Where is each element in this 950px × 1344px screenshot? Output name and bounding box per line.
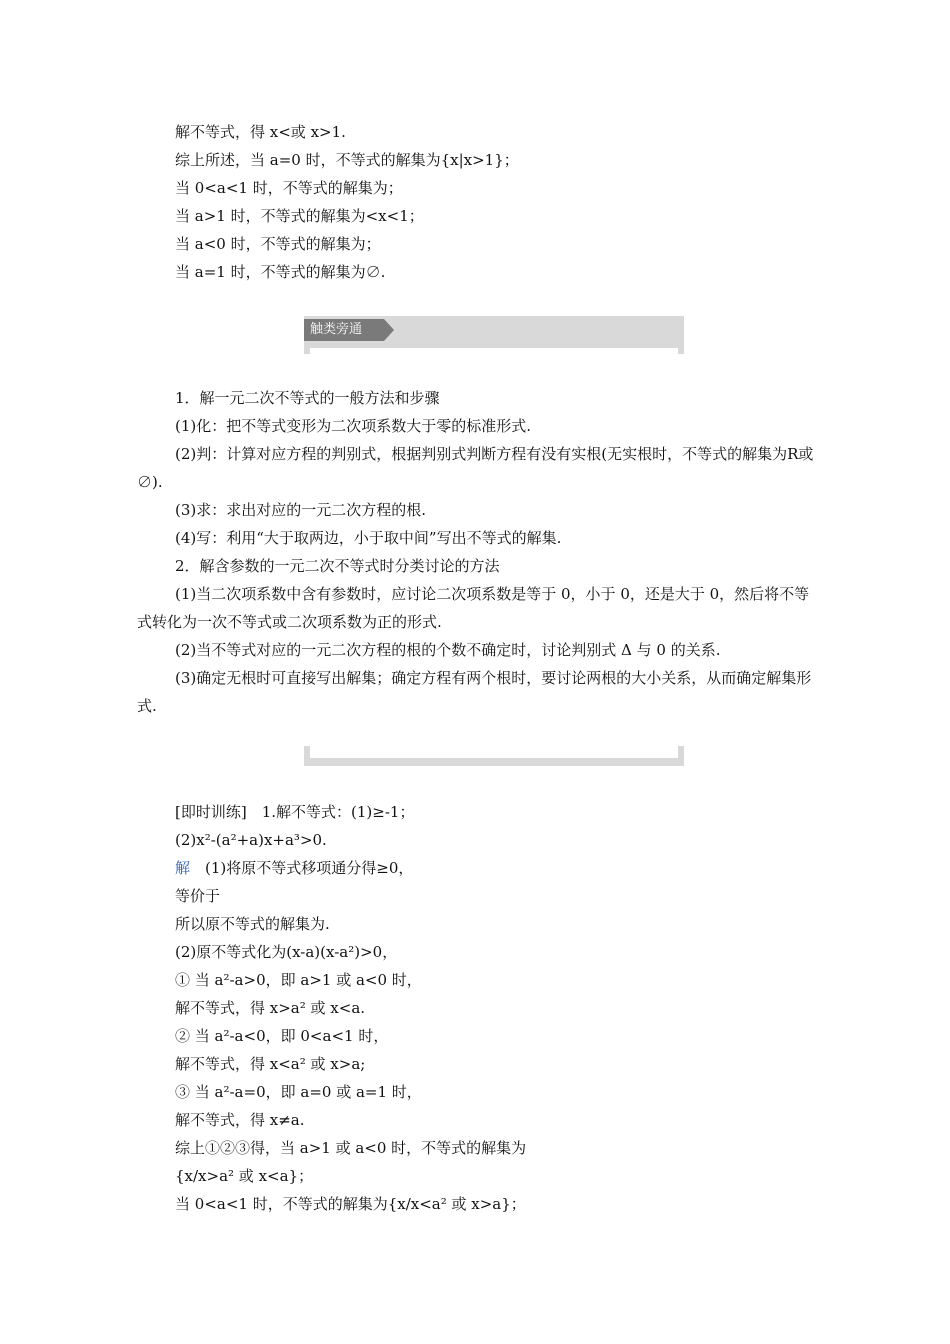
paragraph: (2)判：计算对应方程的判别式，根据判别式判断方程有没有实根(无实根时，不等式的解集为R或∅). xyxy=(137,445,814,491)
box-inner xyxy=(310,348,678,354)
heading: 1．解一元二次不等式的一般方法和步骤 xyxy=(175,389,440,407)
text-line: 当 a=1 时，不等式的解集为∅. xyxy=(175,263,386,281)
section-tag: 触类旁通 xyxy=(304,319,384,341)
paragraph: (3)确定无根时可直接写出解集；确定方程有两个根时，要讨论两根的大小关系，从而确定解集形式. xyxy=(137,669,812,715)
text-line: [即时训练] 1.解不等式：(1)≥-1； xyxy=(175,803,415,821)
paragraph: (1)当二次项系数中含有参数时，应讨论二次项系数是等于 0，小于 0，还是大于 0，然后将不等式转化为一次不等式或二次项系数为正的形式. xyxy=(137,585,810,631)
text-line: (3)求：求出对应的一元二次方程的根. xyxy=(175,501,427,519)
section-box-header xyxy=(304,316,684,354)
text-line: 解不等式，得 x<或 x>1. xyxy=(175,123,346,141)
text-line: 综上①②③得，当 a>1 或 a<0 时，不等式的解集为 xyxy=(175,1139,527,1157)
text-line: 等价于 xyxy=(175,887,221,905)
text-line: (2)当不等式对应的一元二次方程的根的个数不确定时，讨论判别式 Δ 与 0 的关系. xyxy=(175,641,721,659)
text-line: {x/x>a² 或 x<a}； xyxy=(175,1167,314,1185)
text-line: 综上所述，当 a=0 时，不等式的解集为{x|x>1}； xyxy=(175,151,519,169)
text-line: 解不等式，得 x<a² 或 x>a; xyxy=(175,1055,366,1073)
text-line: 当 a>1 时，不等式的解集为<x<1； xyxy=(175,207,424,225)
text-line: (1)化：把不等式变形为二次项系数大于零的标准形式. xyxy=(175,417,532,435)
solution-label: 解 xyxy=(175,859,191,877)
text-line: 所以原不等式的解集为. xyxy=(175,915,330,933)
text-line: ② 当 a²-a<0，即 0<a<1 时， xyxy=(175,1027,389,1045)
text-line: 解不等式，得 x≠a. xyxy=(175,1111,305,1129)
text-line: ① 当 a²-a>0，即 a>1 或 a<0 时， xyxy=(175,971,422,989)
text-line: 当 0<a<1 时，不等式的解集为{x/x<a² 或 x>a}； xyxy=(175,1195,526,1213)
text-line: 解不等式，得 x>a² 或 x<a. xyxy=(175,999,366,1017)
box-inner xyxy=(310,746,678,758)
section-box-footer xyxy=(304,746,684,766)
text-line: 当 0<a<1 时，不等式的解集为； xyxy=(175,179,403,197)
heading: 2．解含参数的一元二次不等式时分类讨论的方法 xyxy=(175,557,500,575)
text-line: (2)x²-(a²+a)x+a³>0. xyxy=(175,831,327,849)
solution-text: (1)将原不等式移项通分得≥0， xyxy=(190,859,414,877)
text-line: 当 a<0 时，不等式的解集为； xyxy=(175,235,381,253)
text-line: (2)原不等式化为(x-a)(x-a²)>0， xyxy=(175,943,398,961)
solution-line xyxy=(175,858,413,878)
text-line: ③ 当 a²-a=0，即 a=0 或 a=1 时， xyxy=(175,1083,422,1101)
text-line: (4)写：利用“大于取两边，小于取中间”写出不等式的解集. xyxy=(175,529,562,547)
